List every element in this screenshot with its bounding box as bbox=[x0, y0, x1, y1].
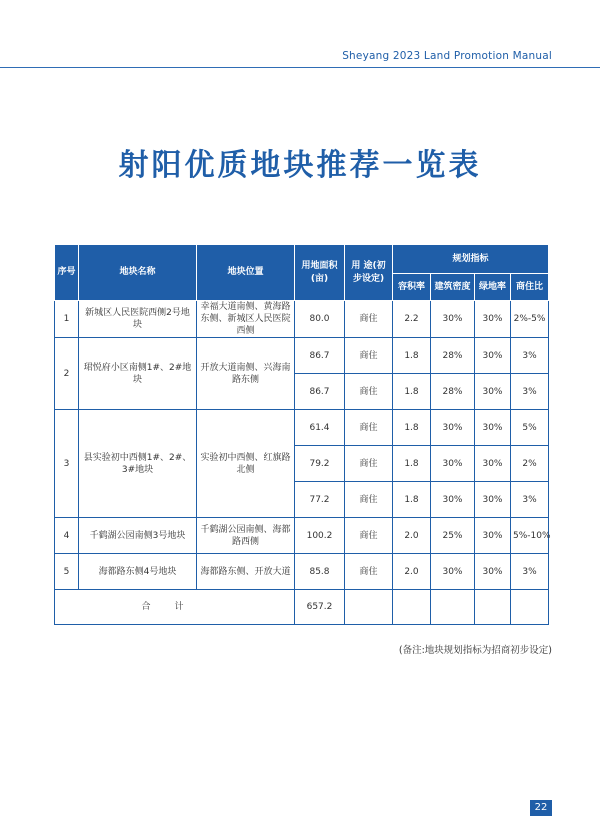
cell-commercial: 3% bbox=[511, 338, 549, 374]
header-area: 用地面积(亩) bbox=[295, 245, 345, 301]
cell-density: 30% bbox=[431, 410, 475, 446]
cell-area: 77.2 bbox=[295, 482, 345, 518]
cell-empty bbox=[345, 590, 393, 625]
cell-index: 4 bbox=[55, 518, 79, 554]
cell-commercial: 5%-10% bbox=[511, 518, 549, 554]
cell-use: 商住 bbox=[345, 482, 393, 518]
cell-name: 海都路东侧4号地块 bbox=[79, 554, 197, 590]
header-location: 地块位置 bbox=[197, 245, 295, 301]
header-name: 地块名称 bbox=[79, 245, 197, 301]
cell-commercial: 3% bbox=[511, 482, 549, 518]
cell-area: 85.8 bbox=[295, 554, 345, 590]
cell-green: 30% bbox=[475, 518, 511, 554]
cell-use: 商住 bbox=[345, 301, 393, 338]
cell-far: 2.2 bbox=[393, 301, 431, 338]
cell-far: 1.8 bbox=[393, 374, 431, 410]
cell-use: 商住 bbox=[345, 374, 393, 410]
cell-far: 1.8 bbox=[393, 338, 431, 374]
cell-far: 2.0 bbox=[393, 554, 431, 590]
land-table bbox=[54, 244, 549, 625]
cell-area: 61.4 bbox=[295, 410, 345, 446]
cell-green: 30% bbox=[475, 410, 511, 446]
cell-far: 1.8 bbox=[393, 482, 431, 518]
total-area: 657.2 bbox=[295, 590, 345, 625]
cell-commercial: 3% bbox=[511, 554, 549, 590]
cell-far: 2.0 bbox=[393, 518, 431, 554]
cell-green: 30% bbox=[475, 446, 511, 482]
cell-index: 5 bbox=[55, 554, 79, 590]
header-use: 用 途(初步设定) bbox=[345, 245, 393, 301]
cell-empty bbox=[475, 590, 511, 625]
table-row bbox=[55, 338, 549, 374]
cell-density: 30% bbox=[431, 446, 475, 482]
cell-area: 80.0 bbox=[295, 301, 345, 338]
table-row bbox=[55, 301, 549, 338]
cell-use: 商住 bbox=[345, 338, 393, 374]
cell-use: 商住 bbox=[345, 410, 393, 446]
cell-index: 1 bbox=[55, 301, 79, 338]
cell-index: 2 bbox=[55, 338, 79, 410]
cell-name: 新城区人民医院西侧2号地块 bbox=[79, 301, 197, 338]
cell-use: 商住 bbox=[345, 446, 393, 482]
header-commercial: 商住比 bbox=[511, 274, 549, 301]
cell-area: 100.2 bbox=[295, 518, 345, 554]
cell-location: 实验初中西侧、红旗路北侧 bbox=[197, 410, 295, 518]
cell-green: 30% bbox=[475, 338, 511, 374]
cell-location: 海都路东侧、开放大道 bbox=[197, 554, 295, 590]
cell-area: 79.2 bbox=[295, 446, 345, 482]
cell-green: 30% bbox=[475, 301, 511, 338]
cell-density: 30% bbox=[431, 554, 475, 590]
cell-commercial: 2% bbox=[511, 446, 549, 482]
table-row bbox=[55, 554, 549, 590]
header-green: 绿地率 bbox=[475, 274, 511, 301]
cell-green: 30% bbox=[475, 554, 511, 590]
table-note: (备注:地块规划指标为招商初步设定) bbox=[398, 645, 552, 656]
cell-commercial: 2%-5% bbox=[511, 301, 549, 338]
cell-use: 商住 bbox=[345, 518, 393, 554]
table-row bbox=[55, 410, 549, 446]
cell-area: 86.7 bbox=[295, 374, 345, 410]
cell-name: 千鹤湖公园南侧3号地块 bbox=[79, 518, 197, 554]
cell-empty bbox=[511, 590, 549, 625]
cell-location: 幸福大道南侧、黄海路东侧、新城区人民医院西侧 bbox=[197, 301, 295, 338]
page-number: 22 bbox=[530, 800, 552, 816]
total-label: 合计 bbox=[55, 590, 295, 625]
cell-name: 珺悦府小区南侧1#、2#地块 bbox=[79, 338, 197, 410]
cell-location: 开放大道南侧、兴海南路东侧 bbox=[197, 338, 295, 410]
page-title: 射阳优质地块推荐一览表 bbox=[118, 148, 482, 183]
cell-density: 30% bbox=[431, 482, 475, 518]
header-far: 容积率 bbox=[393, 274, 431, 301]
header-planning: 规划指标 bbox=[393, 245, 549, 274]
cell-density: 25% bbox=[431, 518, 475, 554]
header-rule bbox=[0, 67, 600, 68]
cell-green: 30% bbox=[475, 482, 511, 518]
cell-far: 1.8 bbox=[393, 410, 431, 446]
table-row bbox=[55, 518, 549, 554]
cell-index: 3 bbox=[55, 410, 79, 518]
cell-name: 县实验初中西侧1#、2#、3#地块 bbox=[79, 410, 197, 518]
cell-far: 1.8 bbox=[393, 446, 431, 482]
cell-use: 商住 bbox=[345, 554, 393, 590]
cell-area: 86.7 bbox=[295, 338, 345, 374]
cell-density: 30% bbox=[431, 301, 475, 338]
cell-density: 28% bbox=[431, 338, 475, 374]
cell-green: 30% bbox=[475, 374, 511, 410]
cell-commercial: 5% bbox=[511, 410, 549, 446]
cell-empty bbox=[431, 590, 475, 625]
cell-density: 28% bbox=[431, 374, 475, 410]
header-density: 建筑密度 bbox=[431, 274, 475, 301]
cell-empty bbox=[393, 590, 431, 625]
cell-commercial: 3% bbox=[511, 374, 549, 410]
cell-location: 千鹤湖公园南侧、海都路西侧 bbox=[197, 518, 295, 554]
total-row bbox=[55, 590, 549, 625]
header-index: 序号 bbox=[55, 245, 79, 301]
manual-title: Sheyang 2023 Land Promotion Manual bbox=[342, 50, 552, 62]
